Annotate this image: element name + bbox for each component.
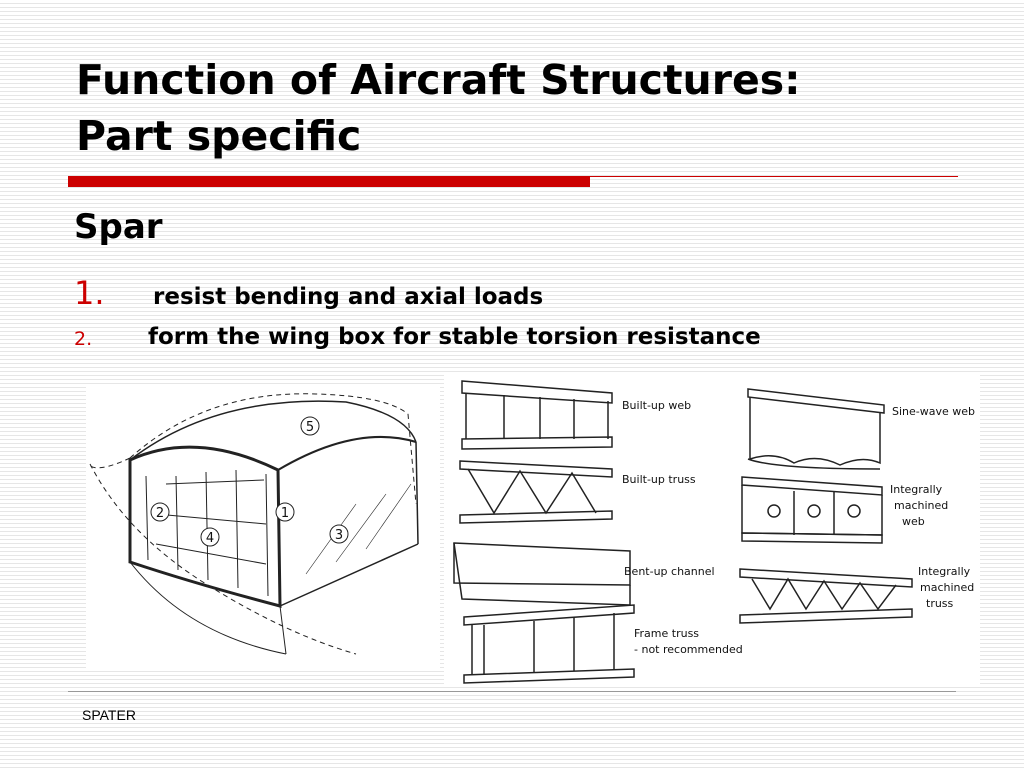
title-underline-thin: [590, 176, 958, 177]
title-line-2: Part specific: [76, 112, 362, 160]
wing-box-figure: [86, 384, 440, 668]
spar-label: web: [902, 515, 925, 528]
title-underline-thick: [68, 176, 590, 187]
spar-label: - not recommended: [634, 643, 743, 656]
spar-label: Bent-up channel: [624, 565, 715, 578]
footer-divider: [68, 691, 956, 692]
callout-number: 2: [155, 506, 165, 521]
wing-box-drawing: [86, 384, 440, 668]
spar-label: Built-up truss: [622, 473, 696, 486]
spar-label: machined: [920, 581, 975, 594]
spar-label: Frame truss: [634, 627, 700, 640]
spar-types-figure: [444, 373, 980, 684]
section-heading: Spar: [74, 207, 163, 247]
callout-number: 3: [334, 528, 344, 543]
list-text: resist bending and axial loads: [153, 284, 544, 310]
spar-label: Integrally: [918, 565, 971, 578]
spar-label: truss: [926, 597, 954, 610]
slide-title: [76, 52, 976, 164]
list-number: 1.: [74, 274, 105, 312]
spar-label: machined: [894, 499, 949, 512]
callout-number: 1: [280, 506, 290, 521]
spar-types-drawing: [444, 373, 980, 684]
title-line-1: Function of Aircraft Structures:: [76, 56, 801, 104]
spar-label: Built-up web: [622, 399, 692, 412]
spar-label: Integrally: [890, 483, 943, 496]
list-number: 2.: [74, 328, 93, 350]
callout-number: 4: [205, 531, 215, 546]
spar-label: Sine-wave web: [892, 405, 976, 418]
footer-text: SPATER: [82, 707, 136, 723]
callout-number: 5: [305, 420, 315, 435]
list-text: form the wing box for stable torsion resistance: [148, 324, 761, 350]
